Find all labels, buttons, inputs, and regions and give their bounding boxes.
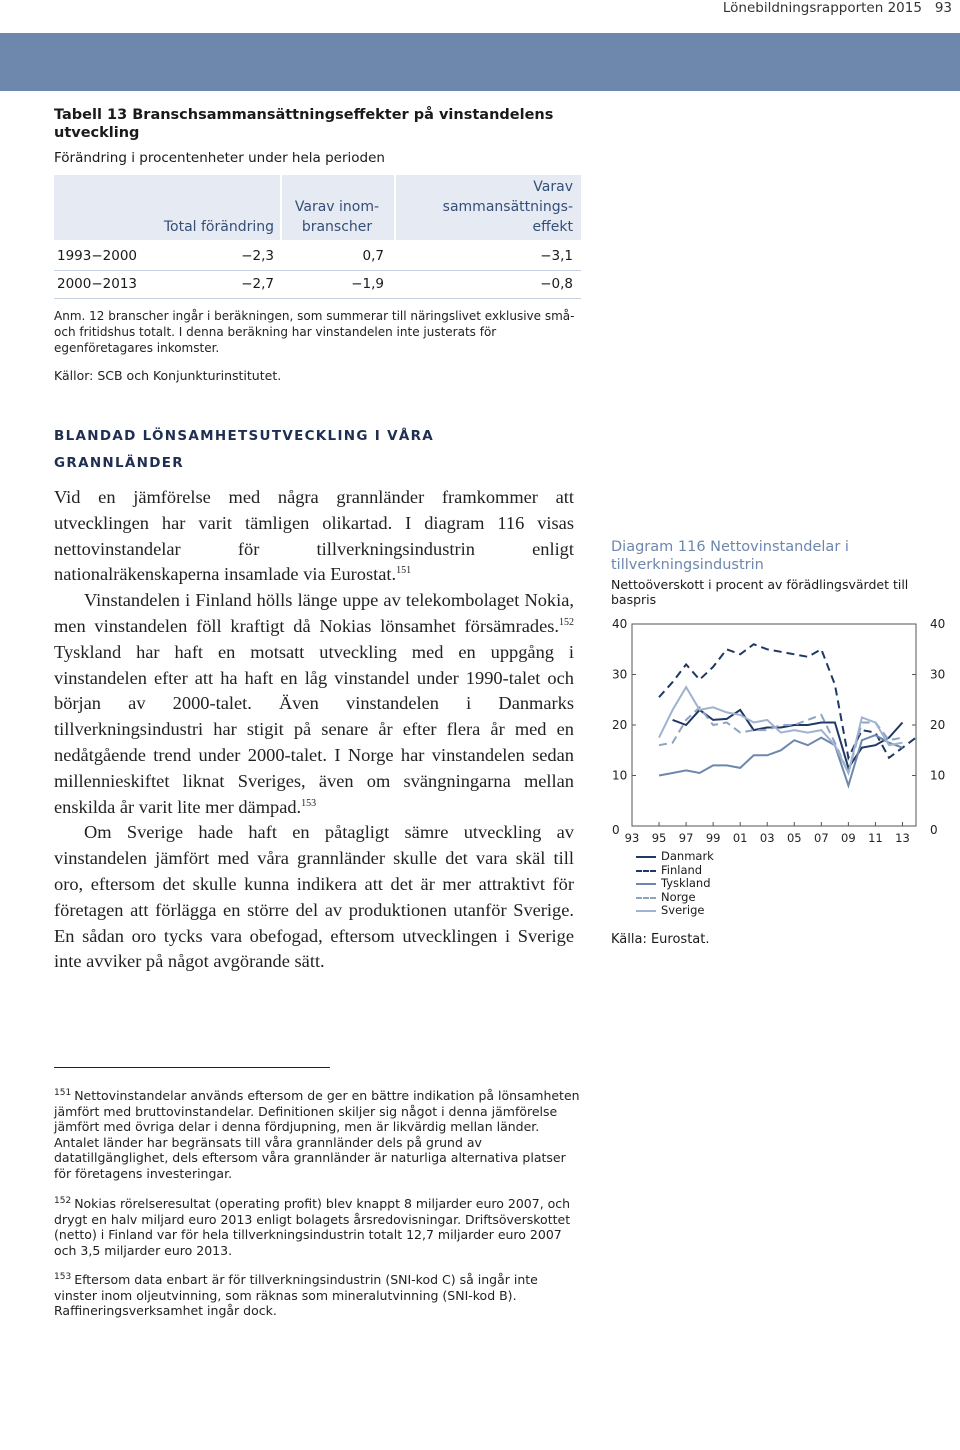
chart-legend: [636, 850, 714, 918]
row-period: 1993−2000: [57, 248, 138, 264]
footnote-text: Eftersom data enbart är för tillverkningsindustrin (SNI-kod C) så ingår inte vinster inom oljeutvinning, som räknas som mineralutvinning (SNI-kod B). Raffineringsverksamhet ingår dock.: [54, 1272, 538, 1318]
row-composition: −0,8: [540, 276, 573, 292]
col-header-composition: [396, 177, 573, 237]
x-tick-label: 01: [732, 831, 748, 845]
paragraph-3: [54, 820, 574, 975]
x-tick-label: 11: [868, 831, 883, 845]
table-row: [54, 243, 581, 271]
legend-label: Tyskland: [661, 876, 711, 890]
legend-label: Finland: [661, 862, 703, 877]
line-chart: [600, 610, 950, 860]
footnote-ref-151[interactable]: 151: [396, 565, 412, 577]
x-tick-label: 13: [895, 831, 910, 845]
table-title: Tabell 13 Branschsammansättningseffekter på vinstandelens utveckling: [54, 107, 554, 141]
footnote-ref-152[interactable]: 152: [559, 616, 574, 628]
y-tick-label-right: 30: [930, 667, 946, 682]
table-row: [54, 271, 581, 299]
col-header-within-line1: Varav inom-: [294, 199, 380, 215]
diagram-source: Källa: Eurostat.: [611, 932, 710, 947]
col-header-total-text: Total förändring: [163, 219, 274, 235]
footnote-text: Nokias rörelseresultat (operating profit) blev knappt 8 miljarder euro 2007, och drygt en halv miljard euro 2013 enligt bolagets årsredovisningar. Driftsöverskottet (netto) i Finland var för hela tillverkningsindustrin totalt 12,7 miljarder euro 2007 och 3,5 miljarder euro 2013.: [54, 1196, 571, 1258]
col-header-total: [114, 217, 274, 237]
legend-swatch: [636, 870, 656, 872]
paragraph-1: [54, 485, 574, 588]
row-composition: −3,1: [540, 248, 573, 264]
legend-swatch: [636, 856, 656, 858]
diagram-subtitle: Nettoöverskott i procent av förädlingsvärdet till baspris: [611, 577, 909, 607]
y-tick-label-left: 20: [612, 718, 628, 732]
running-header: Lönebildningsrapporten 2015 93: [722, 0, 952, 16]
paragraph-3-text: Om Sverige hade haft en påtagligt sämre utveckling av vinstandelen jämfört med våra grannländer skulle det vara skäl till oro, eftersom det skulle kunna indikera att det är mer attraktivt för företagen att förlägga en större del av produktionen utanför Sverige. En sådan oro tycks vara obefogad, eftersom utvecklingen i Sverige inte avviker på något avgörande sätt.: [54, 822, 574, 972]
row-total: −2,7: [241, 276, 274, 292]
legend-item-norge: [636, 891, 714, 905]
x-tick-label: 09: [841, 831, 856, 845]
legend-item-sverige: [636, 904, 714, 918]
series-line-tyskland: [659, 735, 903, 786]
section-body: [54, 485, 574, 975]
y-tick-label-left: 0: [612, 823, 620, 837]
footnote-ref-153[interactable]: 153: [301, 797, 317, 809]
col-header-composition-line2: sammansättnings-: [442, 199, 573, 215]
x-tick-label: 05: [786, 831, 802, 845]
footnote-text: Nettovinstandelar används eftersom de ger en bättre indikation på lönsamheten jämfört med bruttovinstandelar. Definitionen skiljer sig något i denna jämförelse jämfört med övriga delar i denna fördjupning, men är likvärdig mellan länder. Antalet länder har begränsats till våra grannländer dels på grund av datatillgänglighet, dels eftersom våra grannländer är naturliga alternativa platser för företagens investeringar.: [54, 1088, 580, 1181]
y-tick-label-left: 30: [612, 667, 628, 682]
legend-item-danmark: [636, 850, 714, 864]
row-total: −2,3: [241, 248, 274, 264]
paragraph-2: [54, 588, 574, 820]
x-tick-label: 03: [759, 831, 775, 845]
col-header-composition-line1: Varav: [533, 179, 573, 195]
y-tick-label-left: 10: [612, 768, 628, 783]
footnote-number: 151: [54, 1087, 72, 1098]
legend-label: Danmark: [661, 849, 714, 863]
legend-label: Norge: [661, 889, 696, 904]
diagram-title: Diagram 116 Nettovinstandelar i tillverkningsindustrin: [611, 539, 849, 573]
table-subtitle: Förändring i procentenheter under hela perioden: [54, 150, 385, 166]
y-tick-label-right: 20: [930, 718, 946, 732]
x-tick-label: 95: [651, 831, 667, 845]
footnote-rule: [54, 1067, 330, 1068]
series-line-finland: [659, 644, 916, 758]
row-period: 2000−2013: [57, 276, 138, 292]
footnote-152: [54, 1196, 584, 1258]
page-header: [0, 0, 960, 30]
x-tick-label: 99: [705, 831, 721, 845]
y-tick-label-right: 0: [930, 823, 938, 837]
paragraph-2-text-a: Vinstandelen i Finland hölls länge uppe av telekombolaget Nokia, men vinstandelen föll kraftigt då Nokias lönsamhet försämrades.: [54, 590, 574, 636]
row-within: 0,7: [362, 248, 384, 264]
footnote-number: 153: [54, 1271, 72, 1282]
table-note: Anm. 12 branscher ingår i beräkningen, som summerar till näringslivet exklusive små- och fritidshus totalt. I denna beräkning har vinstandelen inte justerats för egenföretagares inkomster.: [54, 309, 575, 355]
header-band: [0, 33, 960, 91]
col-header-within-line2: branscher: [301, 219, 373, 235]
footnote-number: 152: [54, 1195, 72, 1206]
x-tick-label: 07: [814, 831, 829, 845]
legend-item-tyskland: [636, 877, 714, 891]
col-header-composition-line3: effekt: [532, 219, 573, 235]
table-source: Källor: SCB och Konjunkturinstitutet.: [54, 368, 282, 383]
row-within: −1,9: [351, 276, 384, 292]
legend-swatch: [636, 883, 656, 885]
col-header-within: [282, 197, 392, 237]
y-tick-label-right: 10: [930, 768, 946, 783]
table-row-separator: [54, 298, 581, 299]
legend-swatch: [636, 910, 656, 912]
y-tick-label-left: 40: [612, 617, 628, 631]
footnote-153: [54, 1272, 584, 1319]
legend-label: Sverige: [661, 903, 705, 917]
section-title-line2: GRANNLÄNDER: [54, 455, 184, 471]
legend-swatch: [636, 897, 656, 899]
section-title-line1: BLANDAD LÖNSAMHETSUTVECKLING I VÅRA: [54, 428, 435, 444]
x-tick-label: 97: [678, 831, 694, 845]
footnote-151: [54, 1088, 584, 1181]
table-header: [54, 175, 581, 240]
series-line-norge: [659, 707, 903, 773]
y-tick-label-right: 40: [930, 617, 946, 631]
paragraph-1-text: Vid en jämförelse med några grannländer framkommer att utvecklingen har varit tämligen olikartad. I diagram 116 visas nettovinstandelar för tillverkningsindustrin enligt nationalräkenskaperna insamlade via Eurostat.: [54, 487, 574, 585]
paragraph-2-text-b: Tyskland har haft en motsatt utveckling med en uppgång i vinstandelen efter att ha haft en låg vinstandel under 1990-talet och början av 2000-talet. Även vinstandelen i Danmarks tillverkningsindustri har stigit på senare år efter flera år med en nedåtgående trend under 2000-talet. I Norge har vinstandelen sedan millennieskiftet liknat Sveriges, även om svängningarna mellan enskilda år varit lite mer dämpad.: [54, 641, 574, 817]
legend-item-finland: [636, 864, 714, 878]
x-tick-label: 93: [624, 831, 640, 845]
